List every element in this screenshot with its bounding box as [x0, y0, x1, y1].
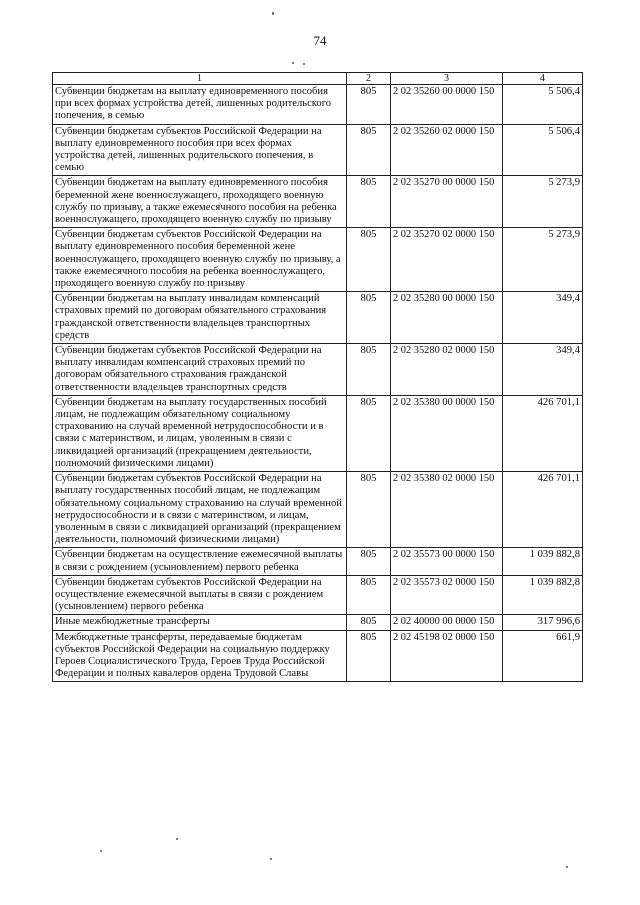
row-name-cell: Субвенции бюджетам на выплату государственных пособий лицам, не подлежащим обязательному социальному страхованию на случай временной нетрудоспособности и в связи с материнством, и лицам, уволенным в связи с ликвидацией организаций (прекращением деятельности, полномочий физическими лицами)	[53, 395, 347, 471]
row-amount-cell: 426 701,1	[503, 472, 583, 548]
scan-speck	[272, 12, 274, 15]
row-amount-cell: 1 039 882,8	[503, 575, 583, 615]
row-admin-code-cell: 805	[347, 472, 391, 548]
table-row	[53, 548, 583, 575]
table-row	[53, 472, 583, 548]
row-budget-code-cell: 2 02 35280 02 0000 150	[391, 344, 503, 396]
row-name-cell: Субвенции бюджетам на выплату единовременного пособия беременной жене военнослужащего, проходящего военную службу по призыву, а также ежемесячного пособия на ребенка военнослужащего, проходящего военную службу по призыву	[53, 176, 347, 228]
column-header-3: 3	[391, 73, 503, 85]
row-admin-code-cell: 805	[347, 395, 391, 471]
table-row	[53, 292, 583, 344]
row-admin-code-cell: 805	[347, 548, 391, 575]
row-admin-code-cell: 805	[347, 630, 391, 682]
row-name-cell: Субвенции бюджетам на осуществление ежемесячной выплаты в связи с рождением (усыновлением) первого ребенка	[53, 548, 347, 575]
row-budget-code-cell: 2 02 35280 00 0000 150	[391, 292, 503, 344]
scan-speck	[270, 858, 272, 860]
scan-speck	[303, 63, 305, 65]
row-amount-cell: 5 273,9	[503, 176, 583, 228]
row-name-cell: Субвенции бюджетам на выплату единовременного пособия при всех формах устройства детей, лишенных родительского попечения, в семью	[53, 85, 347, 125]
row-budget-code-cell: 2 02 35260 00 0000 150	[391, 85, 503, 125]
row-admin-code-cell: 805	[347, 228, 391, 292]
row-budget-code-cell: 2 02 35380 02 0000 150	[391, 472, 503, 548]
row-admin-code-cell: 805	[347, 615, 391, 630]
scan-speck	[566, 866, 568, 868]
row-budget-code-cell: 2 02 35270 00 0000 150	[391, 176, 503, 228]
table-row	[53, 228, 583, 292]
row-budget-code-cell: 2 02 35573 00 0000 150	[391, 548, 503, 575]
row-admin-code-cell: 805	[347, 124, 391, 176]
row-amount-cell: 5 273,9	[503, 228, 583, 292]
table-row	[53, 124, 583, 176]
table-row	[53, 85, 583, 125]
row-amount-cell: 426 701,1	[503, 395, 583, 471]
table-body	[53, 85, 583, 682]
row-name-cell: Субвенции бюджетам субъектов Российской Федерации на выплату единовременного пособия при всех формах устройства детей, лишенных родительского попечения, в семью	[53, 124, 347, 176]
row-amount-cell: 1 039 882,8	[503, 548, 583, 575]
row-admin-code-cell: 805	[347, 575, 391, 615]
scan-speck	[292, 62, 294, 64]
row-admin-code-cell: 805	[347, 344, 391, 396]
row-name-cell: Иные межбюджетные трансферты	[53, 615, 347, 630]
table-row	[53, 176, 583, 228]
column-header-1: 1	[53, 73, 347, 85]
row-amount-cell: 661,9	[503, 630, 583, 682]
table-row	[53, 615, 583, 630]
column-header-2: 2	[347, 73, 391, 85]
table-row	[53, 344, 583, 396]
column-header-4: 4	[503, 73, 583, 85]
table-row	[53, 630, 583, 682]
row-amount-cell: 349,4	[503, 292, 583, 344]
row-budget-code-cell: 2 02 35380 00 0000 150	[391, 395, 503, 471]
row-amount-cell: 317 996,6	[503, 615, 583, 630]
table-row	[53, 395, 583, 471]
row-budget-code-cell: 2 02 45198 02 0000 150	[391, 630, 503, 682]
row-name-cell: Межбюджетные трансферты, передаваемые бюджетам субъектов Российской Федерации на социальную поддержку Героев Социалистического Труда, Героев Труда Российской Федерации и полных кавалеров ордена Трудовой Славы	[53, 630, 347, 682]
row-admin-code-cell: 805	[347, 176, 391, 228]
row-budget-code-cell: 2 02 35270 02 0000 150	[391, 228, 503, 292]
row-name-cell: Субвенции бюджетам субъектов Российской Федерации на выплату единовременного пособия беременной жене военнослужащего, проходящего военную службу по призыву, а также ежемесячного пособия на ребенка военнослужащего, проходящего военную службу по призыву	[53, 228, 347, 292]
budget-table	[52, 72, 583, 682]
row-name-cell: Субвенции бюджетам субъектов Российской Федерации на выплату инвалидам компенсаций страховых премий по договорам обязательного страхования гражданской ответственности владельцев транспортных средств	[53, 344, 347, 396]
row-budget-code-cell: 2 02 35260 02 0000 150	[391, 124, 503, 176]
row-name-cell: Субвенции бюджетам субъектов Российской Федерации на осуществление ежемесячной выплаты в связи с рождением (усыновлением) первого ребенка	[53, 575, 347, 615]
row-budget-code-cell: 2 02 40000 00 0000 150	[391, 615, 503, 630]
row-amount-cell: 5 506,4	[503, 124, 583, 176]
row-name-cell: Субвенции бюджетам на выплату инвалидам компенсаций страховых премий по договорам обязательного страхования гражданской ответственности владельцев транспортных средств	[53, 292, 347, 344]
row-budget-code-cell: 2 02 35573 02 0000 150	[391, 575, 503, 615]
row-admin-code-cell: 805	[347, 85, 391, 125]
row-amount-cell: 349,4	[503, 344, 583, 396]
row-admin-code-cell: 805	[347, 292, 391, 344]
scan-speck	[100, 850, 102, 852]
row-amount-cell: 5 506,4	[503, 85, 583, 125]
row-name-cell: Субвенции бюджетам субъектов Российской Федерации на выплату государственных пособий лицам, не подлежащим обязательному социальному страхованию на случай временной нетрудоспособности и в связи с материнством, и лицам, уволенным в связи с ликвидацией организаций (прекращением деятельности, полномочий физическими лицами)	[53, 472, 347, 548]
table-row	[53, 575, 583, 615]
column-number-row	[53, 73, 583, 85]
scan-speck	[176, 838, 178, 840]
page-number: 74	[313, 33, 327, 48]
